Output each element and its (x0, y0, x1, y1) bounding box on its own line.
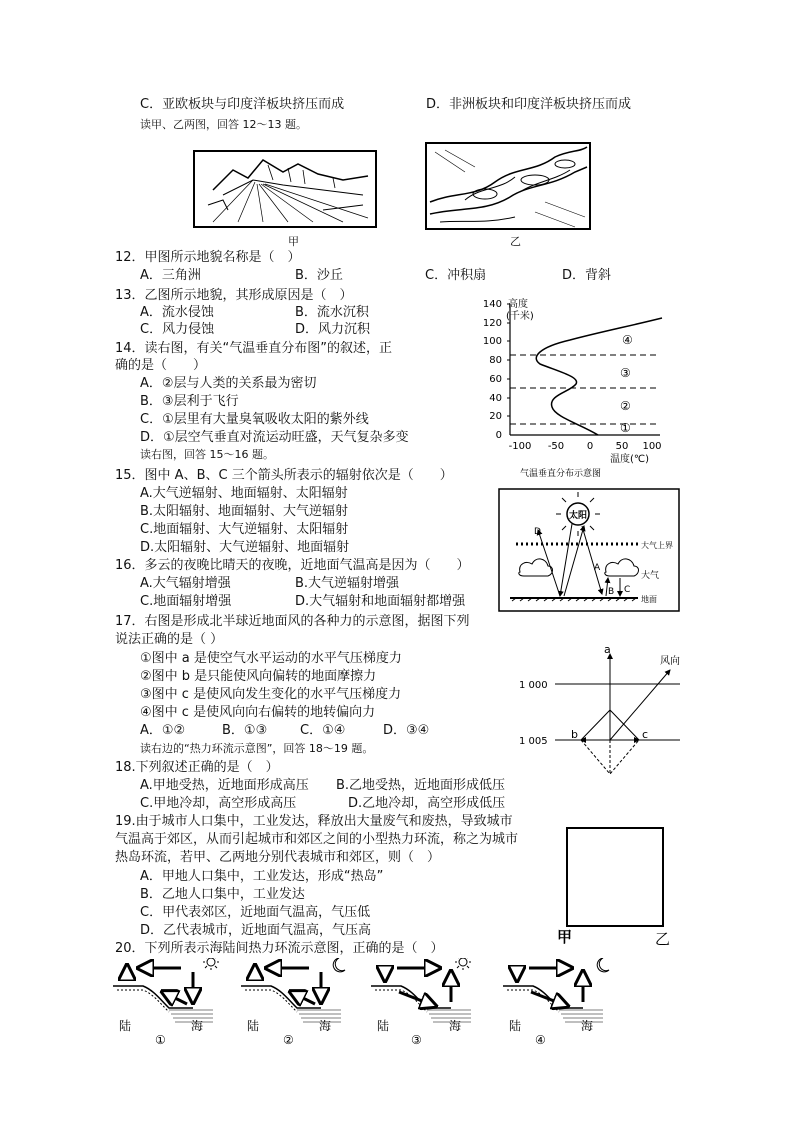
q18-stem: 18.下列叙述正确的是（ ） (115, 760, 279, 775)
q11-option-d: D．非洲板块和印度洋板块挤压而成 (426, 97, 632, 112)
q16-opt-b: B.大气逆辐射增强 (295, 576, 400, 591)
atmosphere-top-label: 大气上界 (641, 541, 673, 550)
q13-opt-c: C．风力侵蚀 (140, 322, 215, 337)
q13-opt-b: B．流水沉积 (295, 305, 369, 320)
q17-stem-1: 17．右图是形成北半球近地面风的各种力的示意图，据图下列 (115, 614, 470, 629)
land-label-2: 陆 (247, 1019, 260, 1033)
isobar-1005-label: 1 005 (519, 736, 548, 747)
diagram-num-1: ① (155, 1033, 166, 1047)
intro-18-19: 读右边的“热力环流示意图”，回答 18～19 题。 (140, 742, 374, 755)
isobar-1000-label: 1 000 (519, 680, 548, 691)
figure-yi (425, 142, 591, 230)
figure-yi-label: 乙 (510, 235, 521, 248)
q16-opt-c: C.地面辐射增强 (140, 594, 232, 609)
temp-ylabel-1: 高度 (508, 299, 528, 310)
q18-opt-b: B.乙地受热，近地面形成低压 (336, 778, 506, 793)
arrow-c-label: C (624, 585, 631, 595)
layer-2: ② (620, 399, 631, 413)
land-label-4: 陆 (509, 1019, 522, 1033)
q18-opt-a: A.甲地受热，近地面形成高压 (140, 778, 309, 793)
force-b-label: b (571, 728, 578, 741)
figure-jia (193, 150, 377, 228)
figure-thermal-circulation (555, 818, 680, 948)
q20-stem: 20．下列所表示海陆间热力环流示意图，正确的是（ ） (115, 941, 444, 956)
temp-xlabel: 温度(℃) (610, 454, 650, 465)
sun-label: 太阳 (568, 511, 588, 521)
q14-stem-2: 确的是（ ） (115, 358, 207, 373)
q14-opt-b: B．③层利于飞行 (140, 394, 239, 409)
land-sea-diagram-2 (241, 958, 345, 1047)
arrow-b-label: B (608, 587, 615, 597)
xtick-100: 100 (642, 441, 662, 452)
q12-opt-c: C．冲积扇 (425, 268, 487, 283)
q19-stem-2: 气温高于郊区，从而引起城市和郊区之间的小型热力环流，称之为城市 (115, 832, 519, 847)
intro-12-13: 读甲、乙两图，回答 12～13 题。 (140, 118, 307, 131)
figure-wind-forces (515, 640, 685, 780)
q11-option-c: C．亚欧板块与印度洋板块挤压而成 (140, 97, 345, 112)
ytick-0: 0 (495, 430, 502, 441)
ytick-20: 20 (489, 411, 502, 422)
q12-opt-b: B．沙丘 (295, 268, 343, 283)
arrow-d-label: D (534, 527, 541, 537)
sea-label-3: 海 (449, 1019, 462, 1033)
ytick-120: 120 (482, 318, 502, 329)
figure-land-sea-circulation (113, 958, 623, 1048)
force-a-label: a (604, 643, 611, 656)
q12-opt-d: D．背斜 (562, 268, 612, 283)
q17-item-3: ③图中 c 是使风向发生变化的水平气压梯度力 (140, 687, 402, 702)
q15-opt-a: A.大气逆辐射、地面辐射、太阳辐射 (140, 486, 348, 501)
q18-opt-c: C.甲地冷却，高空形成高压 (140, 796, 297, 811)
q17-item-4: ④图中 c 是使风向向右偏转的地转偏向力 (140, 705, 376, 720)
q15-opt-b: B.太阳辐射、地面辐射、大气逆辐射 (140, 504, 349, 519)
ytick-80: 80 (489, 355, 502, 366)
arrow-a-label: A (594, 563, 601, 573)
land-sea-diagram-3 (371, 958, 471, 1047)
q18-opt-d: D.乙地冷却，高空形成低压 (348, 796, 506, 811)
q14-opt-a: A．②层与人类的关系最为密切 (140, 376, 317, 391)
q17-item-2: ②图中 b 是只能使风向偏转的地面摩擦力 (140, 669, 377, 684)
figure-jia-label: 甲 (288, 235, 299, 248)
ytick-60: 60 (489, 374, 502, 385)
land-sea-diagram-1 (113, 958, 219, 1047)
ytick-140: 140 (482, 299, 502, 310)
intro-15-16: 读右图，回答 15～16 题。 (140, 448, 274, 461)
q17-opt-a: A．①② (140, 723, 186, 738)
xtick-neg50: -50 (547, 441, 565, 452)
q12-opt-a: A．三角洲 (140, 268, 201, 283)
q17-opt-d: D．③④ (383, 723, 430, 738)
diagram-num-2: ② (283, 1033, 294, 1047)
q17-item-1: ①图中 a 是使空气水平运动的水平气压梯度力 (140, 651, 402, 666)
ytick-100: 100 (482, 336, 502, 347)
q16-opt-a: A.大气辐射增强 (140, 576, 231, 591)
thermal-yi-label: 乙 (655, 930, 671, 948)
q14-stem-1: 14．读右图，有关“气温垂直分布图”的叙述，正 (115, 341, 393, 356)
thermal-jia-label: 甲 (557, 928, 573, 946)
q13-stem: 13．乙图所示地貌，其形成原因是（ ） (115, 288, 353, 303)
sea-label-1: 海 (191, 1019, 204, 1033)
figure-radiation (498, 488, 680, 612)
q14-opt-d: D．①层空气垂直对流运动旺盛，天气复杂多变 (140, 430, 409, 445)
land-label-3: 陆 (377, 1019, 390, 1033)
land-sea-diagram-4 (503, 958, 609, 1047)
q13-opt-a: A．流水侵蚀 (140, 305, 214, 320)
sea-label-2: 海 (319, 1019, 332, 1033)
q16-stem: 16．多云的夜晚比晴天的夜晚，近地面气温高是因为（ ） (115, 558, 470, 573)
q17-opt-b: B．①③ (222, 723, 268, 738)
q14-opt-c: C．①层里有大量臭氧吸收太阳的紫外线 (140, 412, 369, 427)
sea-label-4: 海 (581, 1019, 594, 1033)
q15-opt-c: C.地面辐射、大气逆辐射、太阳辐射 (140, 522, 349, 537)
q15-opt-d: D.太阳辐射、大气逆辐射、地面辐射 (140, 540, 350, 555)
layer-3: ③ (620, 366, 631, 380)
q15-stem: 15．图中 A、B、C 三个箭头所表示的辐射依次是（ ） (115, 468, 453, 483)
q19-opt-a: A．甲地人口集中，工业发达，形成“热岛” (140, 869, 384, 884)
q19-opt-b: B．乙地人口集中，工业发达 (140, 887, 305, 902)
temp-caption: 气温垂直分布示意图 (520, 469, 602, 478)
force-c-label: c (642, 728, 649, 741)
q16-opt-d: D.大气辐射和地面辐射都增强 (295, 594, 466, 609)
ground-label: 地面 (641, 595, 657, 604)
xtick-50: 50 (615, 441, 629, 452)
q13-opt-d: D．风力沉积 (295, 322, 371, 337)
atmosphere-label: 大气 (641, 571, 660, 581)
q19-opt-c: C．甲代表郊区，近地面气温高，气压低 (140, 905, 371, 920)
diagram-num-3: ③ (411, 1033, 422, 1047)
q17-stem-2: 说法正确的是（ ） (115, 632, 224, 647)
diagram-num-4: ④ (535, 1033, 546, 1047)
q19-opt-d: D．乙代表城市，近地面气温高，气压高 (140, 923, 372, 938)
q17-opt-c: C．①④ (300, 723, 346, 738)
q12-stem: 12．甲图所示地貌名称是（ ） (115, 250, 301, 265)
xtick-0: 0 (586, 441, 594, 452)
layer-1: ① (620, 421, 631, 435)
temp-ylabel-2: (千米) (506, 311, 534, 322)
layer-4: ④ (622, 333, 633, 347)
ytick-40: 40 (489, 393, 502, 404)
land-label-1: 陆 (119, 1019, 132, 1033)
q19-stem-3: 热岛环流，若甲、乙两地分别代表城市和郊区，则（ ） (115, 850, 441, 865)
figure-temperature-profile (480, 292, 670, 478)
wind-direction-label: 风向 (660, 656, 680, 667)
xtick-neg100: -100 (508, 441, 532, 452)
q19-stem-1: 19.由于城市人口集中，工业发达，释放出大量废气和废热，导致城市 (115, 814, 513, 829)
